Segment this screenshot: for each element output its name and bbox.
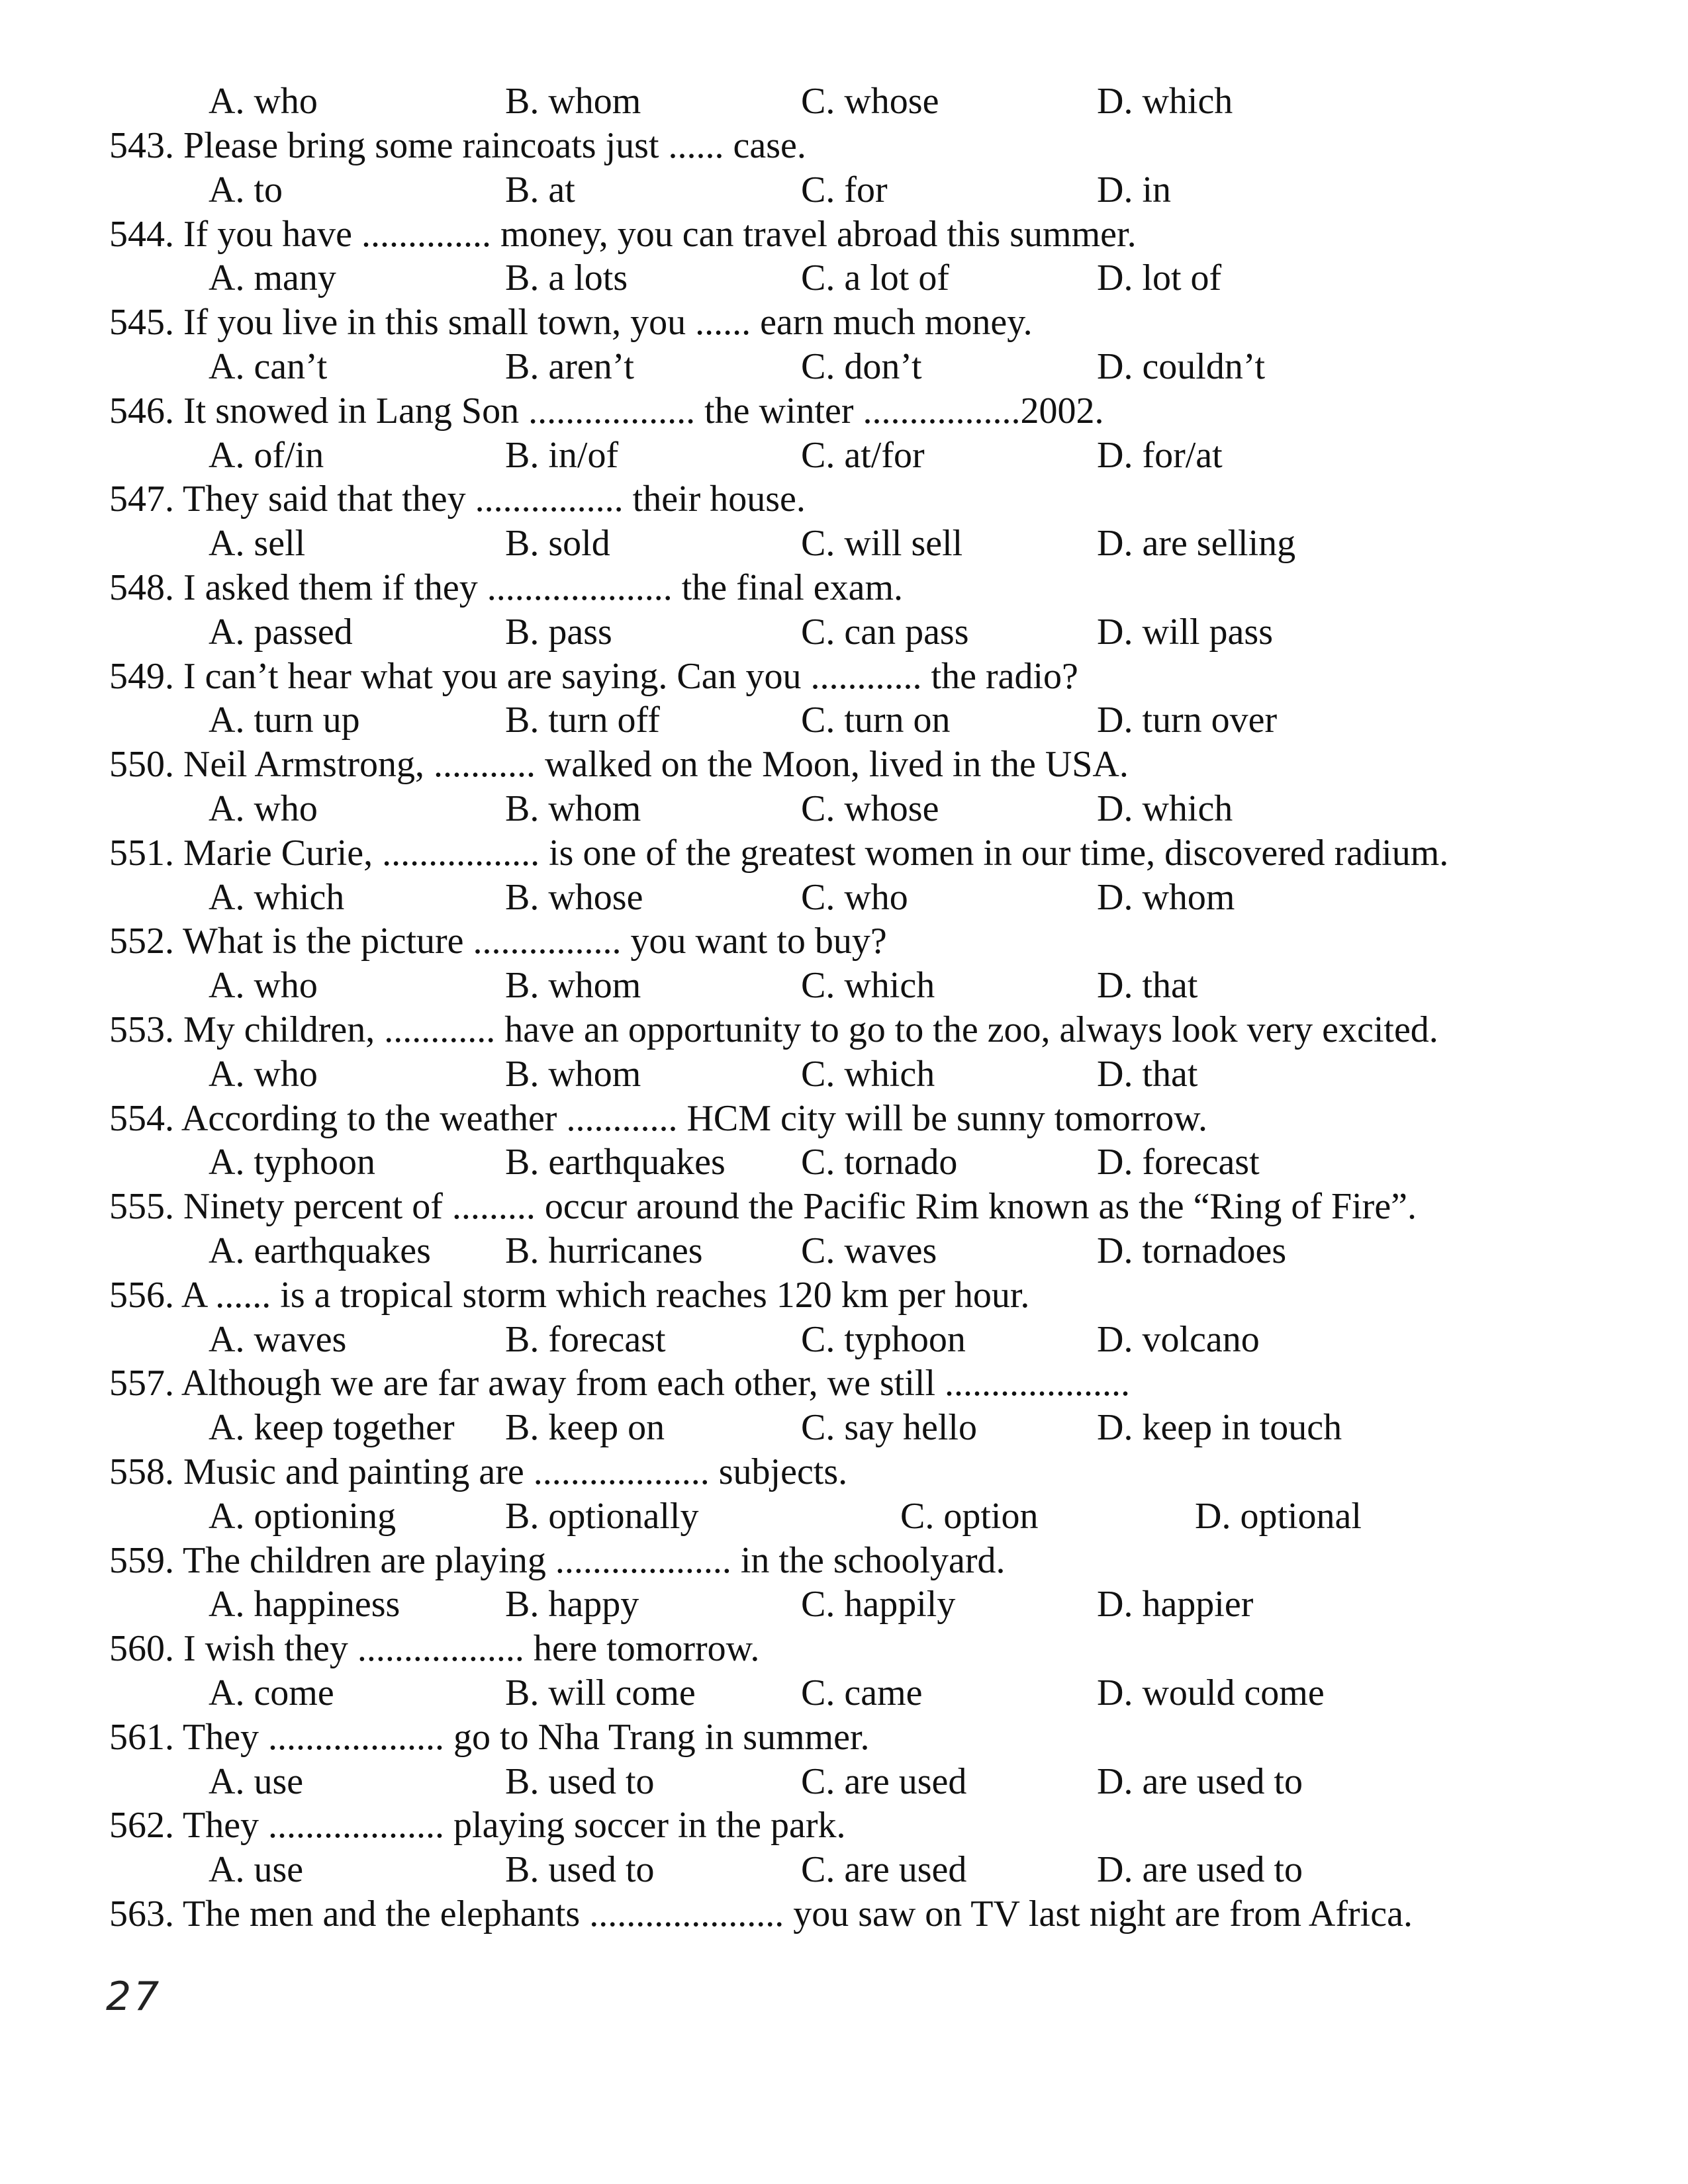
option-c: C. can pass <box>801 611 969 653</box>
option-c: C. happily <box>801 1584 956 1625</box>
option-a: A. keep together <box>209 1407 455 1449</box>
options-row <box>0 610 1688 654</box>
option-b: B. pass <box>505 611 612 653</box>
option-d: D. tornadoes <box>1097 1230 1287 1271</box>
option-c: C. option <box>900 1495 1039 1537</box>
option-c: C. whose <box>801 81 939 122</box>
option-d: D. whom <box>1097 876 1235 918</box>
option-c: C. whose <box>801 788 939 829</box>
option-d: D. in <box>1097 169 1171 210</box>
option-a: A. use <box>209 1760 304 1802</box>
options-row <box>0 876 1688 919</box>
question-text: 547. They said that they ................ their house. <box>109 478 806 520</box>
question-text: 563. The men and the elephants ..................... you saw on TV last night are from Africa. <box>109 1893 1413 1934</box>
question-text: 554. According to the weather ............ HCM city will be sunny tomorrow. <box>109 1097 1207 1139</box>
option-b: B. whom <box>505 1053 641 1095</box>
question-row <box>0 1273 1688 1317</box>
option-d: D. that <box>1097 1053 1198 1095</box>
question-text: 552. What is the picture ................ you want to buy? <box>109 921 887 962</box>
question-text: 549. I can’t hear what you are saying. Can you ............ the radio? <box>109 655 1078 697</box>
question-text: 558. Music and painting are ................... subjects. <box>109 1451 848 1492</box>
question-text: 553. My children, ............ have an opportunity to go to the zoo, always look very excited. <box>109 1009 1438 1050</box>
option-b: B. whose <box>505 876 643 918</box>
option-a: A. can’t <box>209 346 328 387</box>
lead-options-row <box>0 79 1688 123</box>
option-a: A. typhoon <box>209 1142 375 1183</box>
option-a: A. to <box>209 169 283 210</box>
option-b: B. happy <box>505 1584 639 1625</box>
option-d: D. will pass <box>1097 611 1273 653</box>
option-c: C. will sell <box>801 523 963 565</box>
question-text: 562. They ................... playing soccer in the park. <box>109 1805 846 1846</box>
option-d: D. keep in touch <box>1097 1407 1342 1449</box>
options-row <box>0 168 1688 212</box>
question-text: 548. I asked them if they .................... the final exam. <box>109 567 904 608</box>
option-a: A. who <box>209 965 318 1007</box>
question-row <box>0 743 1688 786</box>
question-row <box>0 300 1688 344</box>
option-b: B. used to <box>505 1849 655 1891</box>
option-b: B. a lots <box>505 257 628 299</box>
option-c: C. are used <box>801 1760 967 1802</box>
options-row <box>0 256 1688 300</box>
option-b: B. earthquakes <box>505 1142 726 1183</box>
question-text: 544. If you have .............. money, you can travel abroad this summer. <box>109 213 1137 255</box>
option-d: D. for/at <box>1097 434 1223 476</box>
question-row <box>0 1539 1688 1582</box>
option-c: C. at/for <box>801 434 925 476</box>
option-a: A. who <box>209 788 318 829</box>
option-d: D. lot of <box>1097 257 1222 299</box>
option-c: C. tornado <box>801 1142 958 1183</box>
option-a: A. which <box>209 876 345 918</box>
option-c: C. for <box>801 169 888 210</box>
options-row <box>0 1760 1688 1803</box>
option-a: A. happiness <box>209 1584 400 1625</box>
question-row <box>0 1450 1688 1494</box>
question-text: 551. Marie Curie, ................. is one of the greatest women in our time, discovered radium. <box>109 832 1449 874</box>
option-d: D. volcano <box>1097 1318 1260 1360</box>
options-row <box>0 522 1688 565</box>
question-row <box>0 1715 1688 1759</box>
page-number: 27 <box>106 1974 162 2020</box>
question-text: 559. The children are playing ................... in the schoolyard. <box>109 1539 1006 1581</box>
option-a: A. many <box>209 257 336 299</box>
option-d: D. which <box>1097 81 1233 122</box>
options-row <box>0 1052 1688 1096</box>
option-c: C. who <box>801 876 908 918</box>
options-row <box>0 345 1688 388</box>
question-row <box>0 124 1688 167</box>
question-row <box>0 1361 1688 1405</box>
option-a: A. who <box>209 81 318 122</box>
question-row <box>0 1627 1688 1670</box>
option-b: B. at <box>505 169 575 210</box>
option-c: C. a lot of <box>801 257 949 299</box>
question-row <box>0 212 1688 256</box>
options-row <box>0 698 1688 742</box>
option-a: A. waves <box>209 1318 347 1360</box>
question-row <box>0 566 1688 610</box>
question-text: 555. Ninety percent of ......... occur around the Pacific Rim known as the “Ring of Fire”. <box>109 1186 1417 1228</box>
option-a: A. earthquakes <box>209 1230 431 1271</box>
option-b: B. used to <box>505 1760 655 1802</box>
option-c: C. came <box>801 1672 923 1713</box>
options-row <box>0 1229 1688 1273</box>
option-d: D. are used to <box>1097 1849 1303 1891</box>
options-row <box>0 1848 1688 1891</box>
option-b: B. turn off <box>505 700 660 741</box>
option-c: C. typhoon <box>801 1318 966 1360</box>
option-b: B. whom <box>505 81 641 122</box>
question-row <box>0 831 1688 875</box>
option-b: B. in/of <box>505 434 619 476</box>
options-row <box>0 1671 1688 1715</box>
option-d: D. couldn’t <box>1097 346 1266 387</box>
question-text: 557. Although we are far away from each other, we still .................... <box>109 1363 1130 1404</box>
option-b: B. optionally <box>505 1495 699 1537</box>
option-a: A. turn up <box>209 700 360 741</box>
option-d: D. happier <box>1097 1584 1254 1625</box>
option-c: C. which <box>801 1053 935 1095</box>
option-a: A. optioning <box>209 1495 397 1537</box>
question-text: 560. I wish they .................. here tomorrow. <box>109 1628 760 1670</box>
options-row <box>0 1582 1688 1626</box>
option-d: D. forecast <box>1097 1142 1260 1183</box>
option-a: A. who <box>209 1053 318 1095</box>
question-text: 561. They ................... go to Nha Trang in summer. <box>109 1716 870 1758</box>
option-a: A. sell <box>209 523 306 565</box>
options-row <box>0 1140 1688 1184</box>
option-d: D. which <box>1097 788 1233 829</box>
option-c: C. are used <box>801 1849 967 1891</box>
option-a: A. come <box>209 1672 334 1713</box>
option-b: B. whom <box>505 788 641 829</box>
question-text: 556. A ...... is a tropical storm which reaches 120 km per hour. <box>109 1274 1030 1316</box>
option-b: B. hurricanes <box>505 1230 703 1271</box>
options-row <box>0 1406 1688 1449</box>
option-b: B. will come <box>505 1672 696 1713</box>
question-row <box>0 1097 1688 1140</box>
option-b: B. sold <box>505 523 610 565</box>
question-row <box>0 655 1688 698</box>
option-d: D. would come <box>1097 1672 1325 1713</box>
question-row <box>0 1185 1688 1228</box>
option-d: D. are selling <box>1097 523 1296 565</box>
option-b: B. whom <box>505 965 641 1007</box>
question-text: 545. If you live in this small town, you ...... earn much money. <box>109 302 1033 343</box>
question-row <box>0 477 1688 521</box>
options-row <box>0 1494 1688 1538</box>
question-text: 543. Please bring some raincoats just ...... case. <box>109 125 806 166</box>
options-row <box>0 964 1688 1007</box>
question-row <box>0 1892 1688 1936</box>
question-row <box>0 389 1688 433</box>
question-row <box>0 919 1688 963</box>
options-row <box>0 433 1688 477</box>
option-c: C. waves <box>801 1230 937 1271</box>
option-b: B. keep on <box>505 1407 665 1449</box>
question-text: 546. It snowed in Lang Son .................. the winter .................2002. <box>109 390 1104 432</box>
option-c: C. don’t <box>801 346 922 387</box>
option-d: D. that <box>1097 965 1198 1007</box>
option-b: B. aren’t <box>505 346 634 387</box>
question-text: 550. Neil Armstrong, ........... walked on the Moon, lived in the USA. <box>109 744 1129 786</box>
option-d: D. turn over <box>1097 700 1278 741</box>
option-a: A. of/in <box>209 434 324 476</box>
options-row <box>0 787 1688 831</box>
option-c: C. say hello <box>801 1407 977 1449</box>
options-row <box>0 1318 1688 1361</box>
option-a: A. use <box>209 1849 304 1891</box>
question-row <box>0 1008 1688 1052</box>
option-b: B. forecast <box>505 1318 666 1360</box>
option-c: C. which <box>801 965 935 1007</box>
option-d: D. optional <box>1195 1495 1362 1537</box>
option-d: D. are used to <box>1097 1760 1303 1802</box>
option-c: C. turn on <box>801 700 951 741</box>
option-a: A. passed <box>209 611 353 653</box>
question-row <box>0 1803 1688 1847</box>
